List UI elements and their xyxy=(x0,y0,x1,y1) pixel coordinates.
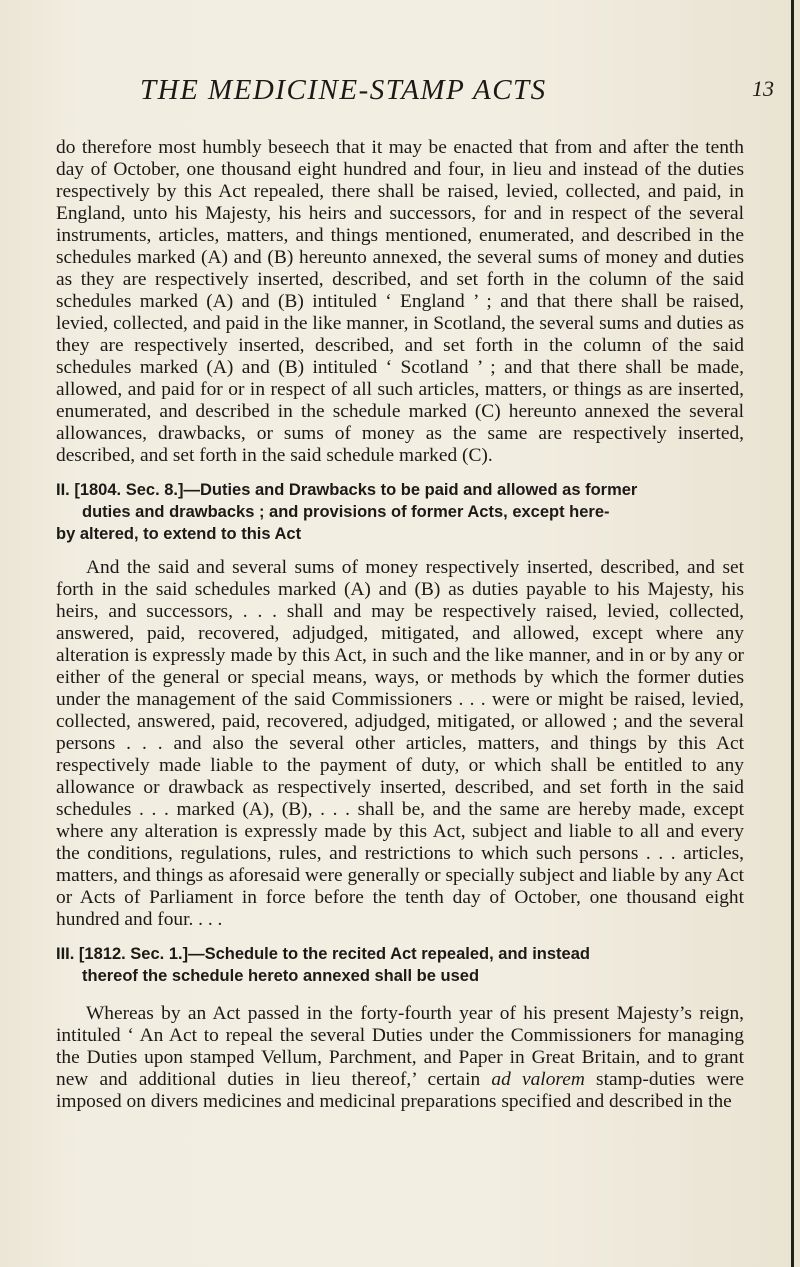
paragraph-enactment: do therefore most humbly beseech that it may be enacted that from and after the tenth day of October, one thousand eight hundred and four, in lieu and instead of the duties respectively by this Act repealed, there shall be raised, levied, collected, and paid, in England, unto his Majesty, his heirs and successors, for and in respect of the several instruments, articles, matters, and things mentioned, enumerated, and described in the schedules marked (A) and (B) hereunto annexed, the several sums of money and duties as they are respectively inserted, described, and set forth in the column of the said schedules marked (A) and (B) intituled ‘ England ’ ; and that there shall be raised, levied, collected, and paid in the like manner, in Scotland, the several sums and duties as they are respectively inserted, described, and set forth in the column of the said schedules marked (A) and (B) intituled ‘ Scotland ’ ; and that there shall be made, allowed, and paid for or in respect of all such articles, matters, or things as are inserted, enumerated, and described in the schedule marked (C) hereunto annexed the several allowances, drawbacks, or sums of money as the same are respectively inserted, described, and set forth in the said schedule marked (C). xyxy=(56,137,744,466)
section-iii-text-start: Whereas by an Act passed in the forty-fourth year of his present Majesty’s reign, intituled ‘ An Act to repeal the several Duties under the Commissioners for managing the Duties upon stamped Vellum, Parchment, and Paper in Great Britain, and to grant new and additional duties in lieu thereof,’ certain xyxy=(56,1003,744,1090)
section-ii-heading-line1: II. [1804. Sec. 8.]—Duties and Drawbacks to be paid and allowed as former xyxy=(56,481,638,499)
section-iii-text xyxy=(56,1003,744,1113)
section-ii-heading-line2: duties and drawbacks ; and provisions of former Acts, except here- xyxy=(82,503,610,521)
page-number: 13 xyxy=(752,76,774,101)
running-title: THE MEDICINE-STAMP ACTS xyxy=(140,74,547,106)
section-iii-heading-line1: III. [1812. Sec. 1.]—Schedule to the recited Act repealed, and instead xyxy=(56,945,590,963)
section-ii-heading-line3: by altered, to extend to this Act xyxy=(56,525,302,543)
section-iii-text-end: stamp-duties were imposed on divers medicines and medicinal preparations specified and described in the xyxy=(56,1069,745,1112)
section-iii-heading-line2: thereof the schedule hereto annexed shall be used xyxy=(82,967,480,985)
body-text xyxy=(56,137,744,1113)
section-iii-heading xyxy=(56,943,744,987)
section-ii-text: And the said and several sums of money respectively inserted, described, and set forth in the said schedules marked (A) and (B) as duties payable to his Majesty, his heirs, and successors, . . . shall and may be respectively raised, levied, collected, answered, paid, recovered, adjudged, mitigated, and allowed, except where any alteration is expressly made by this Act, in such and the like manner, and in or by any or either of the general or special means, ways, or methods by which the former duties under the management of the said Commissioners . . . were or might be raised, levied, collected, answered, paid, recovered, adjudged, mitigated, or allowed ; and the several persons . . . and also the several other articles, matters, and things by this Act respectively made liable to the payment of duty, or which shall be entitled to any allowance or drawback as respectively inserted, described, and set forth in the said schedules . . . marked (A), (B), . . . shall be, and the same are hereby made, except where any alteration is expressly made by this Act, subject and liable to all and every the conditions, regulations, rules, and restrictions to which such persons . . . articles, matters, and things as aforesaid were generally or specially subject and liable by any Act or Acts of Parliament in force before the tenth day of October, one thousand eight hundred and four. . . . xyxy=(56,557,744,930)
section-ii-heading xyxy=(56,479,744,545)
page-edge-rule xyxy=(791,0,794,1267)
running-head xyxy=(140,74,780,114)
section-iii-text-italic: ad valorem xyxy=(491,1069,585,1090)
